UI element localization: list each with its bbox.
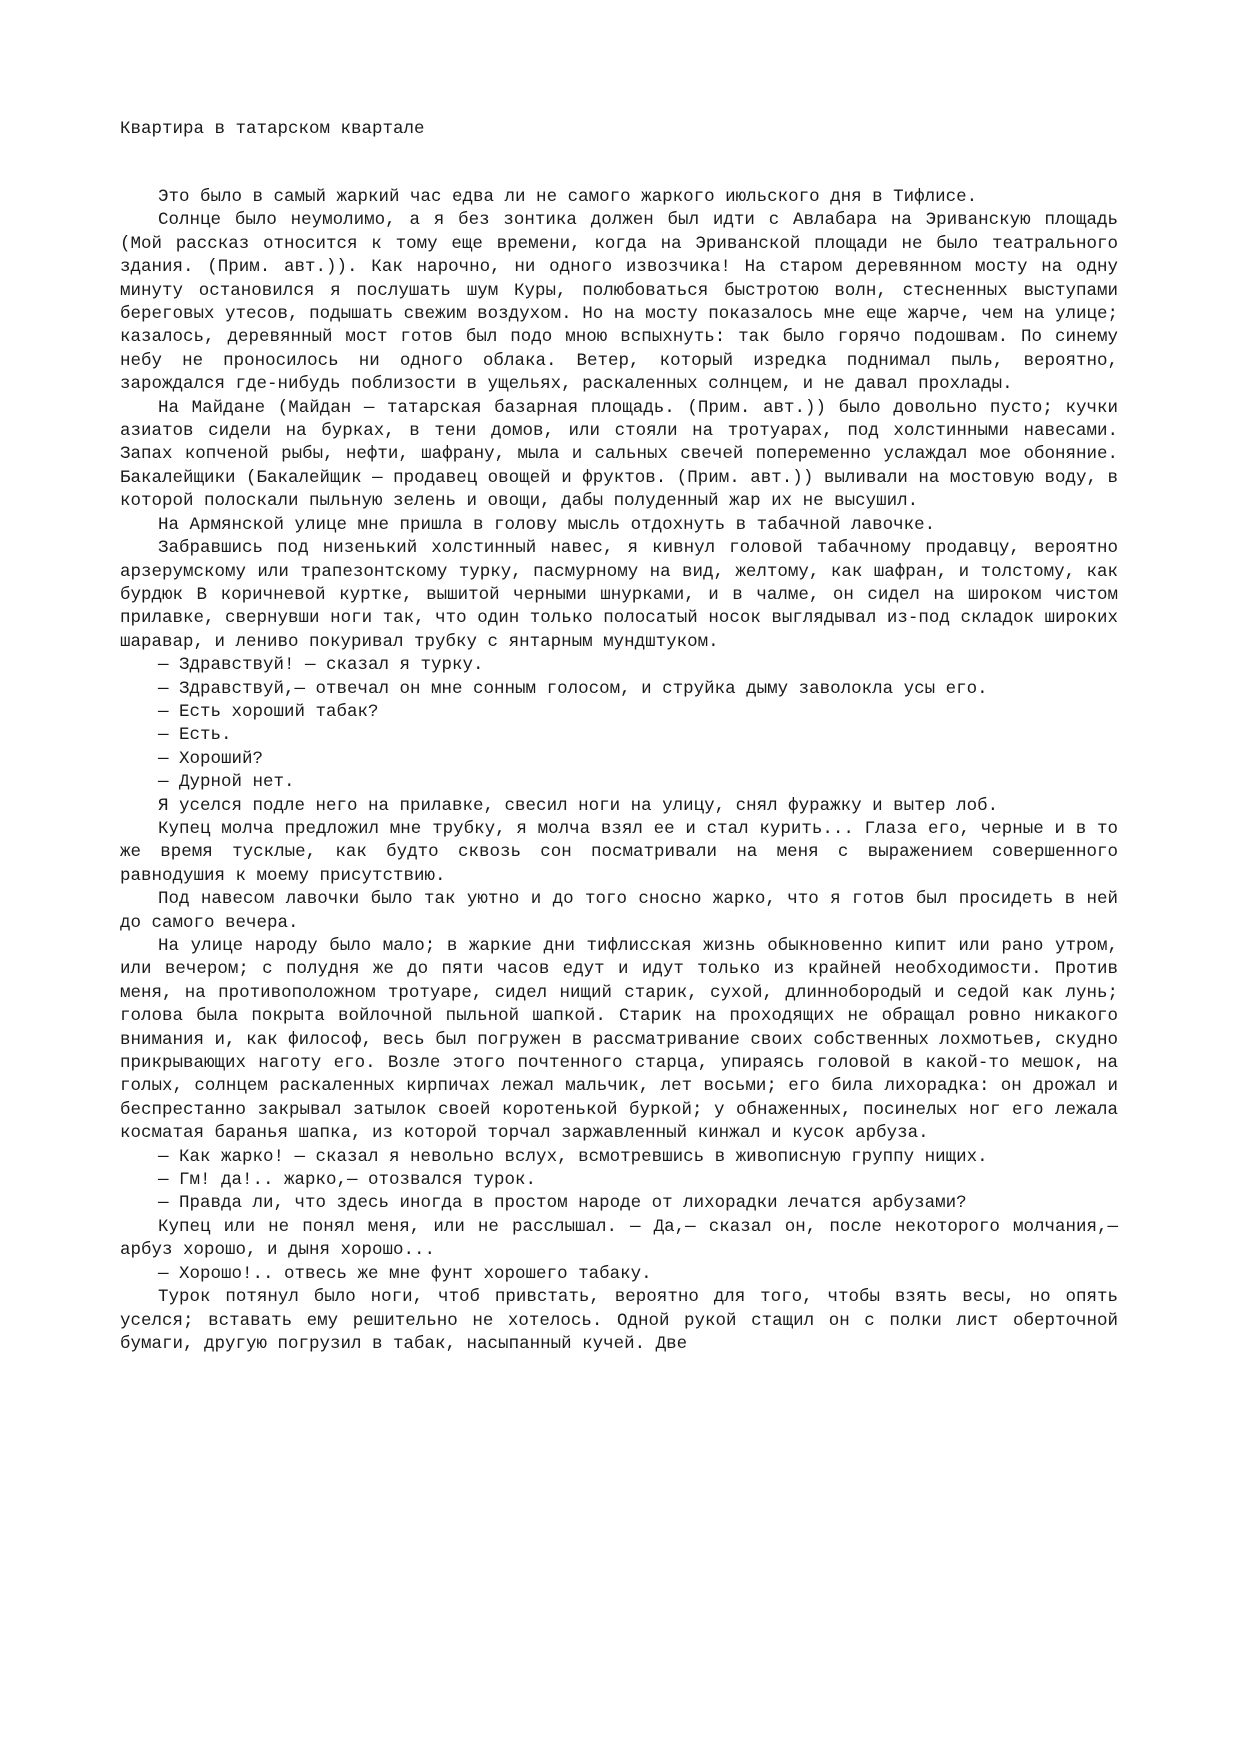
dialogue-line: — Здравствуй! — сказал я турку. xyxy=(158,655,484,676)
paragraph: На Майдане (Майдан — татарская базарная площадь. (Прим. авт.)) было довольно пусто; кучки азиатов сидели на бурках, в тени домов, или стояли на тротуарах, под холстинными навесами. Запах копченой рыбы, нефти, шафрану, мыла и сальных свечей попеременно услаждал мое обоняние. Бакалейщики (Бакалейщик — продавец овощей и фруктов. (Прим. авт.)) выливали на мостовую воду, в которой полоскали пыльную зелень и овощи, дабы полуденный жар их не высушил. xyxy=(120,397,1118,512)
paragraph: Забравшись под низенький холстинный навес, я кивнул головой табачному продавцу, вероятно арзерумскому или трапезонтскому турку, пасмурному на вид, желтому, как шафран, и толстому, как бурдюк В коричневой куртке, вышитой черными шнурками, и в чалме, он сидел на широком чистом прилавке, свернувши ноги так, что один только полосатый носок выглядывал из-под складок широких шаравар, и лениво покуривал трубку с янтарным мундштуком. xyxy=(120,538,1118,652)
dialogue-line: — Как жарко! — сказал я невольно вслух, всмотревшись в живописную группу нищих. xyxy=(158,1146,988,1167)
document-title: Квартира в татарском квартале xyxy=(120,119,425,139)
paragraph: Купец или не понял меня, или не расслышал. — Да,— сказал он, после некоторого молчания,— арбуз хорошо, и дыня хорошо... xyxy=(120,1216,1118,1261)
dialogue-line: — Гм! да!.. жарко,— отозвался турок. xyxy=(158,1170,537,1191)
dialogue-line: — Правда ли, что здесь иногда в простом народе от лихорадки лечатся арбузами? xyxy=(158,1193,967,1214)
paragraph: Купец молча предложил мне трубку, я молча взял ее и стал курить... Глаза его, черные и в то же время тусклые, как будто сквозь сон посматривали на меня с выражением совершенного равнодушия к моему присутствию. xyxy=(120,818,1118,886)
paragraph: На улице народу было мало; в жаркие дни тифлисская жизнь обыкновенно кипит или рано утром, или вечером; с полудня же до пяти часов едут и идут только из крайней необходимости. Против меня, на противоположном тротуаре, сидел нищий старик, сухой, длиннобородый и седой как лунь; голова была покрыта войлочной пыльной шапкой. Старик на проходящих не обращал ровно никакого внимания и, как философ, весь был погружен в рассматривание своих собственных лохмотьев, скудно прикрывающих наготу его. Возле этого почтенного старца, упираясь головой в какой-то мешок, на голых, солнцем раскаленных кирпичах лежал мальчик, лет восьми; его била лихорадка: он дрожал и беспрестанно закрывал затылок своей коротенькой буркой; у обнаженных, посинелых ног его лежала косматая баранья шапка, из которой торчал заржавленный кинжал и кусок арбуза. xyxy=(120,936,1118,1144)
document-body xyxy=(120,186,1118,1356)
paragraph: На Армянской улице мне пришла в голову мысль отдохнуть в табачной лавочке. xyxy=(158,514,936,535)
dialogue-line: — Здравствуй,— отвечал он мне сонным голосом, и струйка дыму заволокла усы его. xyxy=(158,678,988,699)
paragraph: Турок потянул было ноги, чтоб привстать, вероятно для того, чтобы взять весы, но опять уселся; вставать ему решительно не хотелось. Одной рукой стащил он с полки лист оберточной бумаги, другую погрузил в табак, насыпанный кучей. Две xyxy=(120,1287,1118,1354)
dialogue-line: — Хорошо!.. отвесь же мне фунт хорошего табаку. xyxy=(158,1263,652,1284)
dialogue-line: — Дурной нет. xyxy=(158,772,295,793)
paragraph: Я уселся подле него на прилавке, свесил ноги на улицу, снял фуражку и вытер лоб. xyxy=(158,795,999,816)
paragraph: Под навесом лавочки было так уютно и до того сносно жарко, что я готов был просидеть в ней до самого вечера. xyxy=(120,889,1118,933)
dialogue-line: — Есть. xyxy=(158,725,232,746)
dialogue-line: — Хороший? xyxy=(158,748,264,769)
dialogue-line: — Есть хороший табак? xyxy=(158,701,379,722)
paragraph: Это было в самый жаркий час едва ли не самого жаркого июльского дня в Тифлисе. xyxy=(158,187,978,207)
paragraph: Солнце было неумолимо, а я без зонтика должен был идти с Авлабара на Эриванскую площадь (Мой рассказ относится к тому еще времени, когда на Эриванской площади не было театрального здания. (Прим. авт.)). Как нарочно, ни одного извозчика! На старом деревянном мосту на одну минуту остановился я послушать шум Куры, полюбоваться быстротою волн, стесненных выступами береговых утесов, подышать свежим воздухом. Но на мосту показалось мне еще жарче, чем на улице; казалось, деревянный мост готов был подо мною вспыхнуть: так было горячо подошвам. По синему небу не проносилось ни одного облака. Ветер, который изредка поднимал пыль, вероятно, зарождался где-нибудь поблизости в ущельях, раскаленных солнцем, и не давал прохлады. xyxy=(120,210,1118,395)
